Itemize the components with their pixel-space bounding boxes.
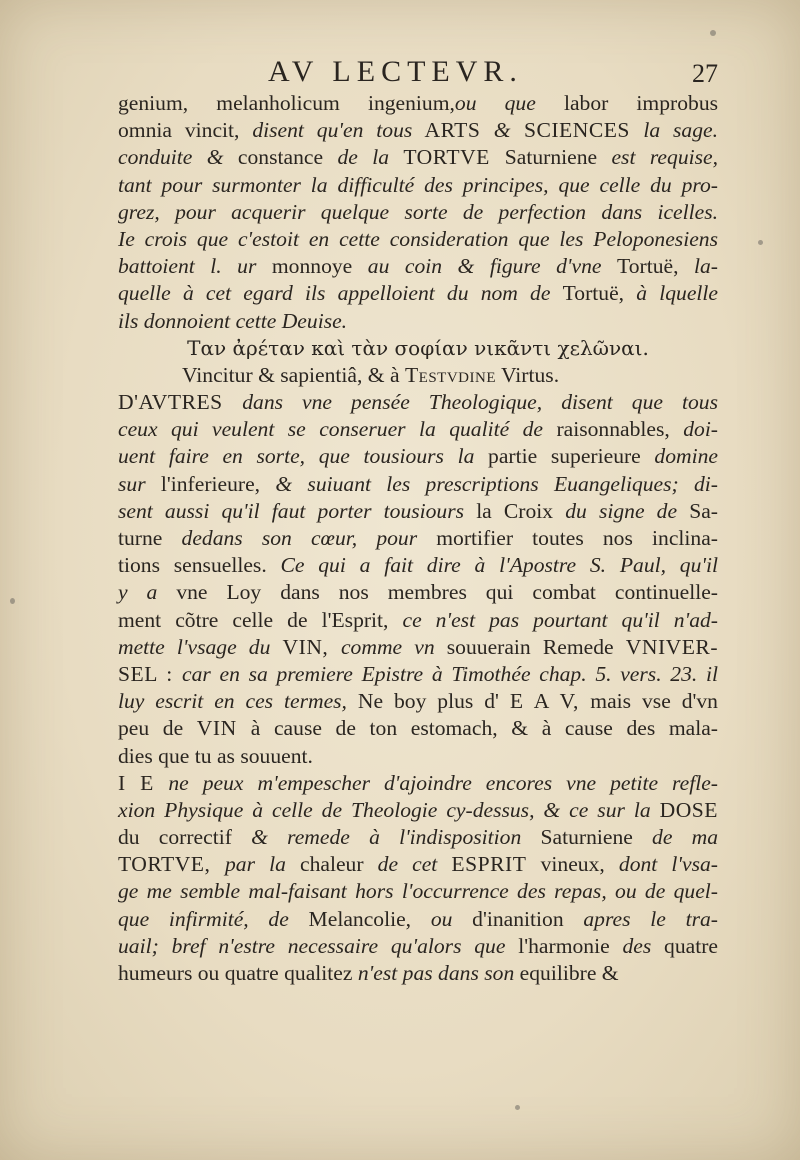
- text-run: constance: [237, 145, 338, 170]
- text-run: &: [493, 118, 511, 143]
- text-run: car en sa premiere Epistre à Timothée chap. 5. vers. 23. il: [182, 661, 719, 686]
- text-line: [118, 715, 718, 742]
- text-run: la sage.: [643, 118, 718, 143]
- text-line: [118, 389, 718, 416]
- text-run: dans vne pensée Theologique, disent que tous: [242, 390, 718, 415]
- text-run: à cause de ton estomach, & à cause des mala-: [250, 716, 718, 741]
- text-run: raisonnables,: [556, 417, 684, 442]
- text-run: Melancolie,: [308, 906, 431, 931]
- text-run: ils donnoient cette Deuise.: [118, 308, 348, 333]
- text-run: I E: [118, 770, 169, 795]
- text-run: partie superieure: [488, 444, 655, 469]
- text-run: xion Physique à celle de Theologie cy-dessus, & ce sur la: [118, 797, 660, 822]
- text-run: Saturniene: [504, 145, 612, 170]
- text-line: [118, 770, 718, 797]
- text-line: [118, 362, 718, 389]
- text-run: au coin & figure d'vne: [367, 254, 618, 279]
- text-run: omnia vincit,: [118, 118, 253, 143]
- text-run: Tortuë,: [617, 254, 694, 279]
- text-run: ESPRIT: [451, 852, 541, 877]
- text-line: [118, 199, 718, 226]
- paper-stain: [758, 240, 763, 245]
- text-run: tant pour surmonter la difficulté des principes, que celle du pro-: [118, 172, 718, 197]
- text-run: chaleur: [300, 852, 378, 877]
- text-run: TORTVE: [403, 145, 505, 170]
- text-run: ce n'est pas pourtant qu'il n'ad-: [402, 607, 718, 632]
- body-text: [118, 90, 718, 987]
- text-run: Tortuë,: [562, 281, 637, 306]
- text-run: ou que: [454, 91, 536, 115]
- text-run: VIN: [196, 716, 251, 741]
- text-run: E A V,: [509, 689, 591, 714]
- text-line: [118, 579, 718, 606]
- text-run: sent aussi qu'il faut porter tousiours: [118, 498, 477, 523]
- text-run: dont l'vsa-: [618, 852, 718, 877]
- text-run: domine: [654, 444, 718, 469]
- text-line: [118, 552, 718, 579]
- text-line: [118, 607, 718, 634]
- text-run: dedans son cœur, pour: [181, 526, 437, 550]
- text-run: apres le tra-: [583, 906, 718, 931]
- text-run: Saturniene: [540, 825, 653, 850]
- running-title: AV LECTEVR.: [268, 55, 523, 88]
- text-run: DOSE: [659, 797, 718, 822]
- text-run: vineux,: [540, 852, 619, 877]
- text-run: d'inanition: [472, 906, 584, 931]
- text-run: souuerain Remede: [446, 634, 626, 659]
- text-run: humeurs ou quatre qualitez: [118, 961, 358, 985]
- text-run: la-: [694, 254, 718, 279]
- text-line: [118, 498, 718, 525]
- text-run: tions sensuelles.: [118, 553, 281, 578]
- text-run: l'harmonie: [518, 933, 623, 958]
- text-run: Ne boy plus d': [357, 689, 510, 714]
- text-run: VNIVER-: [625, 634, 719, 659]
- text-line: [118, 797, 718, 824]
- text-run: du correctif: [118, 825, 252, 850]
- text-line: [118, 661, 718, 688]
- text-line: [118, 634, 718, 661]
- text-run: vne Loy dans nos membres qui combat continuelle-: [176, 580, 719, 605]
- text-line: [118, 172, 718, 199]
- text-run: y a: [118, 580, 177, 605]
- text-run: & suiuant les prescriptions Euangeliques; di-: [275, 471, 718, 496]
- text-run: labor improbus: [535, 91, 719, 115]
- text-run: mette l'vsage du: [118, 634, 283, 659]
- text-line: [118, 688, 718, 715]
- text-line: [118, 933, 718, 960]
- text-run: monnoye: [271, 254, 368, 279]
- text-run: ne peux m'empescher d'ajoindre encores vne petite refle-: [168, 770, 718, 795]
- text-run: conduite &: [118, 145, 238, 170]
- text-line: [118, 851, 718, 878]
- text-line: [118, 226, 718, 253]
- text-run: sur: [118, 471, 161, 496]
- text-run: grez, pour acquerir quelque sorte de perfection dans icelles.: [118, 199, 718, 224]
- text-run: Ie crois que c'estoit en cette consideration que les Peloponesiens: [118, 226, 718, 251]
- text-run: genium, melanholicum ingenium,: [118, 91, 455, 115]
- text-run: ceux qui veulent se conseruer la qualité de: [118, 417, 557, 442]
- text-run: & remede à l'indisposition: [251, 825, 541, 850]
- text-run: des: [622, 933, 665, 958]
- text-run: SEL :: [118, 661, 183, 686]
- text-run: de la: [337, 145, 404, 170]
- text-line: [118, 117, 718, 144]
- text-run: que infirmité, de: [118, 906, 309, 931]
- text-run: ge me semble mal-faisant hors l'occurrence des repas, ou de quel-: [118, 879, 718, 904]
- text-run: ment cõtre celle de l'Esprit,: [118, 607, 403, 632]
- text-run: turne: [118, 526, 182, 550]
- text-line: [118, 525, 718, 552]
- text-run: par la: [224, 852, 300, 877]
- text-run: Virtus.: [496, 362, 560, 387]
- text-line: [118, 471, 718, 498]
- text-run: D'AVTRES: [118, 390, 243, 415]
- text-run: l'inferieure,: [160, 471, 276, 496]
- text-run: la Croix: [476, 498, 566, 523]
- text-line: [118, 144, 718, 171]
- text-run: disent qu'en tous: [252, 118, 413, 143]
- text-run: dies que tu as souuent.: [118, 743, 313, 768]
- text-run: VIN,: [282, 634, 341, 659]
- text-run: luy escrit en ces termes,: [118, 689, 358, 714]
- text-run: Sa-: [689, 498, 718, 523]
- text-run: SCIENCES: [510, 118, 644, 143]
- text-line: [118, 878, 718, 905]
- text-run: du signe de: [565, 498, 690, 523]
- text-line: [118, 308, 718, 335]
- text-run: Vincitur & sapientiâ, & à: [182, 362, 405, 387]
- text-run: mais vse d'vn: [590, 689, 718, 714]
- text-run: quelle à cet egard ils appelloient du nom de: [118, 281, 563, 306]
- text-run: uent faire en sorte, que tousiours la: [118, 444, 489, 469]
- running-header: [118, 55, 718, 93]
- text-line: [118, 253, 718, 280]
- text-line: [118, 416, 718, 443]
- text-run: quatre: [664, 933, 718, 958]
- text-run: ou: [430, 906, 473, 931]
- text-run: mortifier toutes nos inclina-: [436, 526, 718, 550]
- text-run: battoient l. ur: [118, 254, 272, 279]
- text-line: [118, 743, 718, 770]
- text-line: [118, 90, 718, 117]
- text-line: [118, 280, 718, 307]
- text-line: [118, 906, 718, 933]
- text-run: doi-: [683, 417, 719, 442]
- text-run: uail; bref n'estre necessaire qu'alors que: [118, 933, 519, 958]
- text-run: à lquelle: [636, 281, 719, 306]
- text-run: Ταν ἀρέταν καὶ τὰν σοφίαν νικᾶντι χελῶναι.: [187, 335, 649, 360]
- text-run: ARTS: [412, 118, 494, 143]
- text-line: [118, 960, 718, 987]
- text-run: TORTVE,: [118, 852, 225, 877]
- text-run: Testvdine: [404, 362, 496, 387]
- paper-stain: [710, 30, 716, 36]
- text-run: n'est pas dans son: [357, 961, 520, 985]
- text-line: [118, 443, 718, 470]
- text-run: peu de: [118, 716, 197, 741]
- text-run: de ma: [652, 825, 719, 850]
- paper-stain: [515, 1105, 520, 1110]
- text-line: [118, 335, 718, 362]
- text-run: equilibre &: [519, 961, 619, 985]
- text-run: comme vn: [340, 634, 447, 659]
- text-run: Ce qui a fait dire à l'Apostre S. Paul, qu'il: [280, 553, 718, 578]
- page-number: 27: [692, 59, 718, 88]
- paper-stain: [10, 598, 15, 604]
- text-line: [118, 824, 718, 851]
- text-run: de cet: [377, 852, 452, 877]
- text-run: est requise,: [611, 145, 719, 170]
